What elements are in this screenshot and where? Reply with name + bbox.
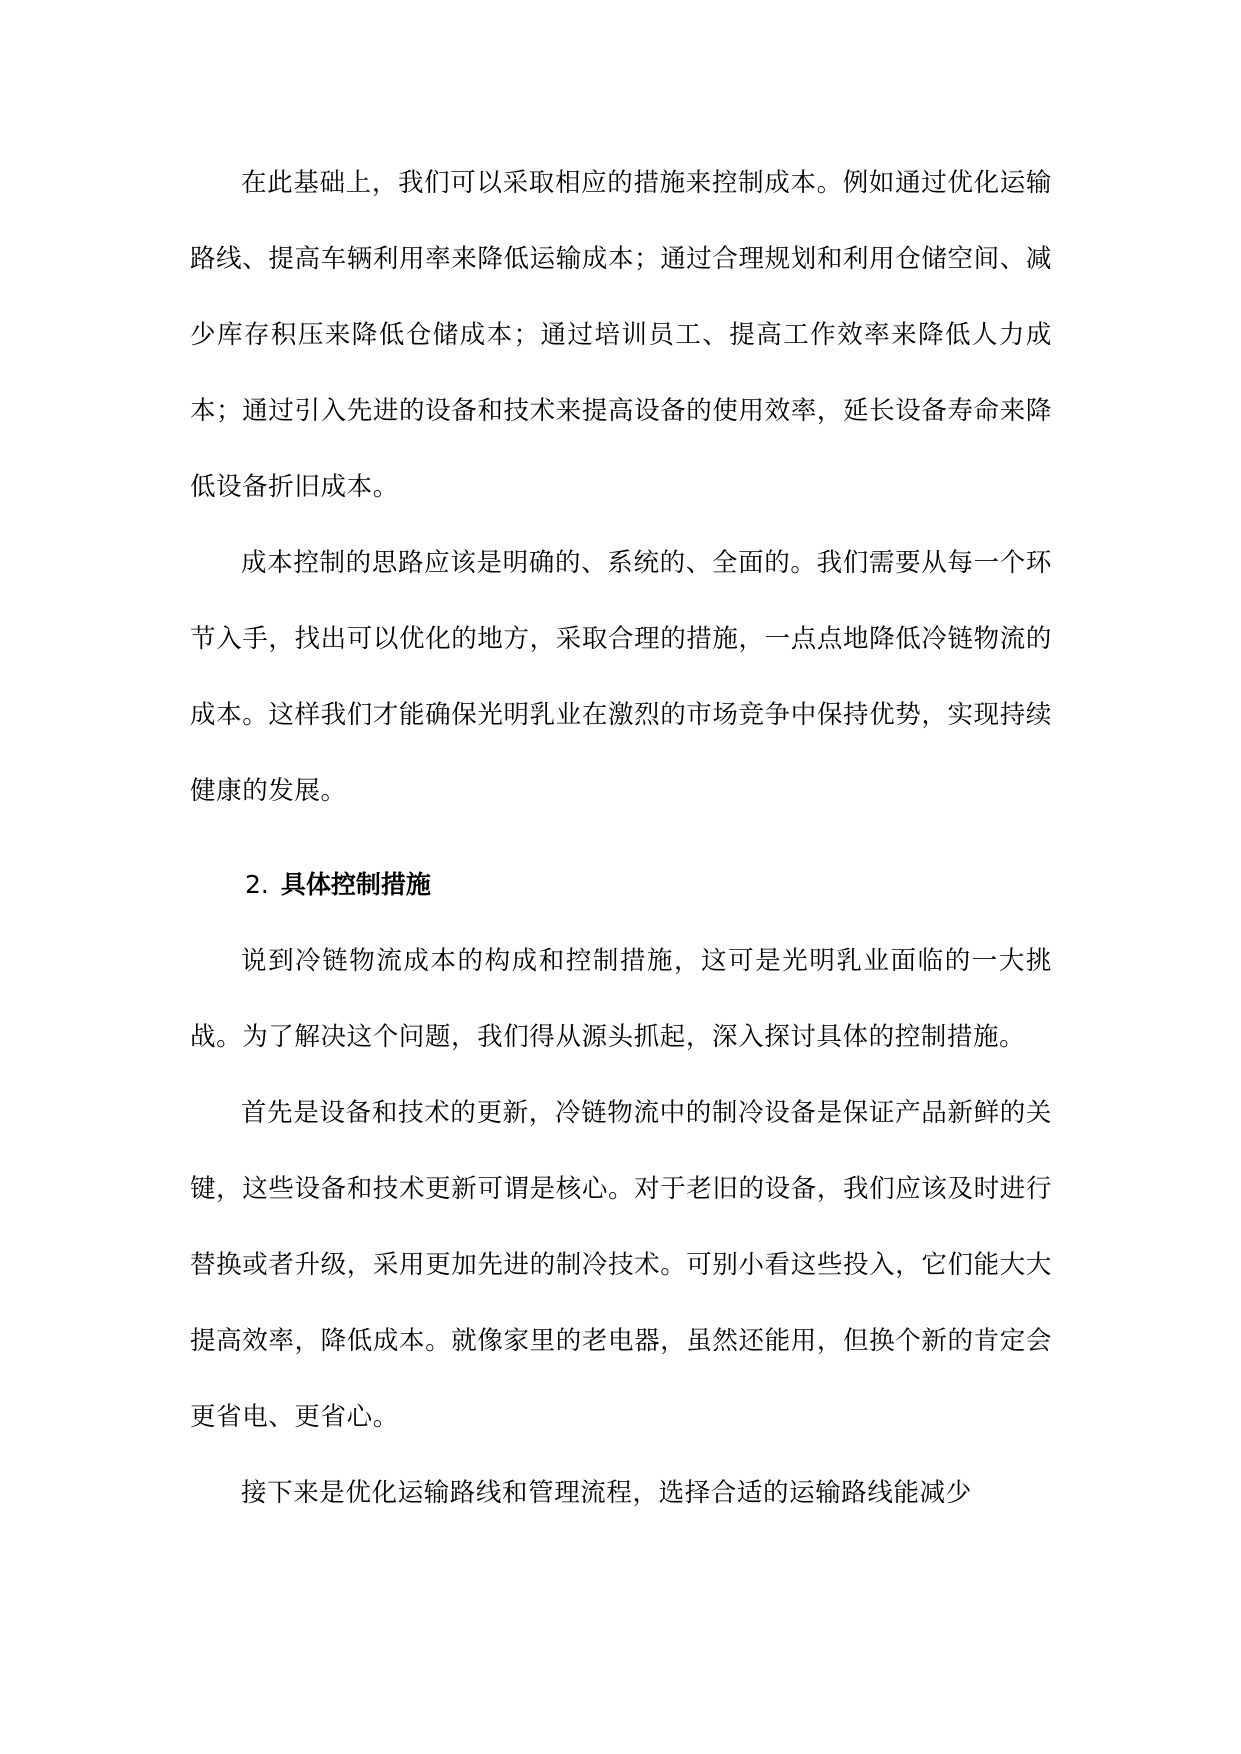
paragraph-route-optimization: 接下来是优化运输路线和管理流程，选择合适的运输路线能减少 (241, 1478, 972, 1508)
section-title: 具体控制措施 (280, 870, 431, 899)
section-number: 2. (245, 870, 269, 899)
document-body (190, 145, 1052, 1531)
section-heading (190, 829, 1052, 923)
paragraph-cost-control-approach: 成本控制的思路应该是明确的、系统的、全面的。我们需要从每一个环节入手，找出可以优化的地方，采取合理的措施，一点点地降低冷链物流的成本。这样我们才能确保光明乳业在激烈的市场竞争中保持优势，实现持续健康的发展。 (190, 548, 1052, 806)
paragraph-equipment-update: 首先是设备和技术的更新，冷链物流中的制冷设备是保证产品新鲜的关键，这些设备和技术更新可谓是核心。对于老旧的设备，我们应该及时进行替换或者升级，采用更加先进的制冷技术。可别小看这些投入，它们能大大提高效率，降低成本。就像家里的老电器，虽然还能用，但换个新的肯定会更省电、更省心。 (190, 1098, 1052, 1432)
paragraph-cost-measures: 在此基础上，我们可以采取相应的措施来控制成本。例如通过优化运输路线、提高车辆利用率来降低运输成本；通过合理规划和利用仓储空间、减少库存积压来降低仓储成本；通过培训员工、提高工作效率来降低人力成本；通过引入先进的设备和技术来提高设备的使用效率，延长设备寿命来降低设备折旧成本。 (190, 168, 1052, 502)
paragraph-challenge-intro: 说到冷链物流成本的构成和控制措施，这可是光明乳业面临的一大挑战。为了解决这个问题，我们得从源头抓起，深入探讨具体的控制措施。 (190, 946, 1052, 1052)
